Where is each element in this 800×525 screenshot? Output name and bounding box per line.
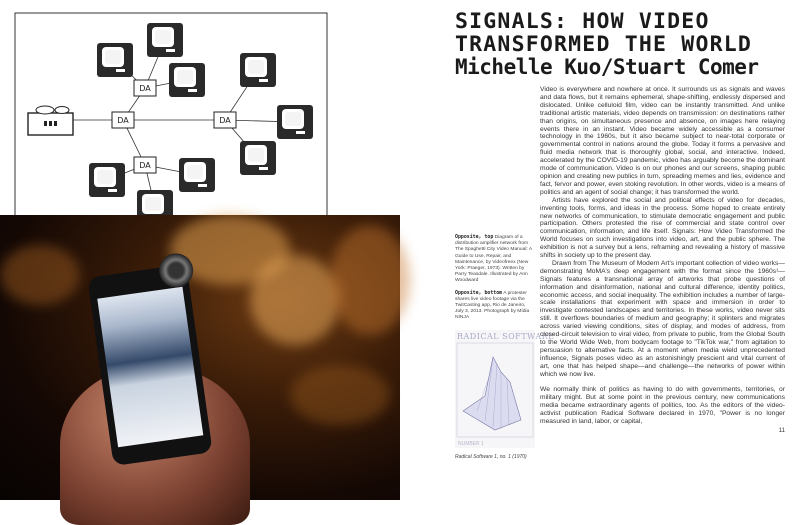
phone-screen (97, 287, 203, 448)
paragraph-4: We normally think of politics as having to do with governments, territories, or military might. But at some point in the previous century, new communications media became extraordinary agents of politics, too. As the editors of the video-activist publication Radical Software declared in 1970, "Power is no longer measured in land, labor, or capital, (540, 386, 785, 426)
distribution-amplifier-diagram (0, 0, 400, 215)
title-line-1: SIGNALS: HOW VIDEO (455, 9, 710, 34)
distribution-amplifier-label: DA (117, 116, 129, 125)
bokeh-light (250, 255, 340, 345)
monitor-icon (147, 23, 183, 57)
monitor-icon (240, 53, 276, 87)
distribution-amplifier-label: DA (219, 116, 231, 125)
title-line-2: TRANSFORMED THE WORLD (455, 32, 753, 57)
monitor-icon (97, 43, 133, 77)
protester-phone-photo (0, 215, 400, 500)
article-title (455, 10, 759, 79)
cover-footer: NUMBER 1 (458, 440, 484, 447)
network-diagram-illustration (0, 0, 400, 215)
authors: Michelle Kuo/Stuart Comer (455, 55, 759, 79)
bokeh-light (0, 245, 80, 305)
page-number: 11 (778, 427, 785, 434)
monitor-icon (169, 63, 205, 97)
monitor-icon (179, 158, 215, 192)
text-column (540, 86, 785, 435)
caption-bottom (455, 290, 535, 322)
paragraph-2: Artists have explored the social and political effects of video for decades, inventing tools, forms, and ideas in the process. Some hoped to create entirely new networks of communication, to stimulate democratic engagement and public participation. Others protested the rise of commercial and state control over communication, information, and life itself. Signals: How Video Transformed the World focuses on such investigations into video, art, and the public sphere. The exhibition is not a survey but a lens, reframing and revealing a history of massive shifts in society up to the present day. (540, 196, 785, 260)
cover-masthead: RADICAL SOFTWARE (457, 331, 555, 341)
bokeh-light (330, 225, 410, 335)
caption-top-label: Opposite, top (455, 234, 494, 240)
caption-bottom-label: Opposite, bottom (455, 289, 503, 296)
paragraph-1: Video is everywhere and nowhere at once. It surrounds us as signals and waves and data flows, but it remains ephemeral, shape-shifting, endlessly dispersed and dislocated. Unlike celluloid film, video can be instantly transmitted. And unlike traditional artistic materials, video depends on transmission: on destinations rather than origins, on simultaneous presence and absence, on images here relaying events there in an instant. Video became widely accessible as a consumer technology in the 1960s, but it also became subject to near-total corporate or governmental control in nations around the globe. Today it forms a pervasive and fluid media network that is thoroughly global, social, and interactive. Indeed, accelerated by the COVID-19 pandemic, video has arguably become the dominant mode of communication. Video is on our phones and our screens, shaping public opinion and creating new publics in turn, spreading memes and lies, evidence and fact, fervor and power, even stoking revolution. In other words, video is a means of politics and an agent of social change; it has transformed the world. (540, 86, 785, 196)
monitor-icon (240, 141, 276, 175)
tape-recorder-icon (28, 106, 73, 135)
distribution-amplifier-label: DA (139, 84, 151, 93)
monitor-icon (89, 163, 125, 197)
caption-top (455, 234, 535, 285)
caption-top-text: Diagram of a distribution amplifier network from The Spaghetti City Video Manual: A Guide to Use, Repair, and Maintenance, by Videofreex (New York: Praeger, 1973). Written by Parry Teasdale. Illustrated by Ann Woodward (455, 235, 532, 284)
radical-software-cover (455, 330, 555, 448)
paragraph-3: Drawn from The Museum of Modern Art's important collection of video works—demonstrating MoMA's deep engagement with the format since the 1960s¹—Signals features a transnational array of artworks that probe questions of information and disinformation, national and cultural difference, identity politics, economic access, and social inequality. The exhibition includes a number of large-scale installations that experiment with space and immersion in order to investigate contested landscapes and territories. In these works, video never sits still. It overflows boundaries of medium and geography; it splinters and migrates across varied viewing conditions, sites of display, and modes of address, from closed-circuit television to viral video, from private to public, from the Global South to the World Wide Web, from bodycam footage to "TikTok war," from agitation to persuasion to alternative facts. At a moment when media wield unprecedented influence, Signals poses video as an astonishingly prescient and vital current of art, one that has helped shape—and challenge—the networks of power within which we now live. (540, 259, 785, 378)
monitor-icon (277, 105, 313, 139)
radical-software-caption: Radical Software 1, no. 1 (1970) (455, 453, 527, 460)
wireframe-mountain-graphic (455, 343, 535, 438)
distribution-amplifier-label: DA (139, 161, 151, 170)
article-body (540, 86, 785, 426)
caption-column (455, 234, 555, 460)
caption-bottom-text: A protester shares live video footage via the TwitCasting app, Rio de Janeiro, July 3, 2013. Photograph by Mídia NINJA (455, 290, 530, 321)
bokeh-light (290, 365, 390, 425)
